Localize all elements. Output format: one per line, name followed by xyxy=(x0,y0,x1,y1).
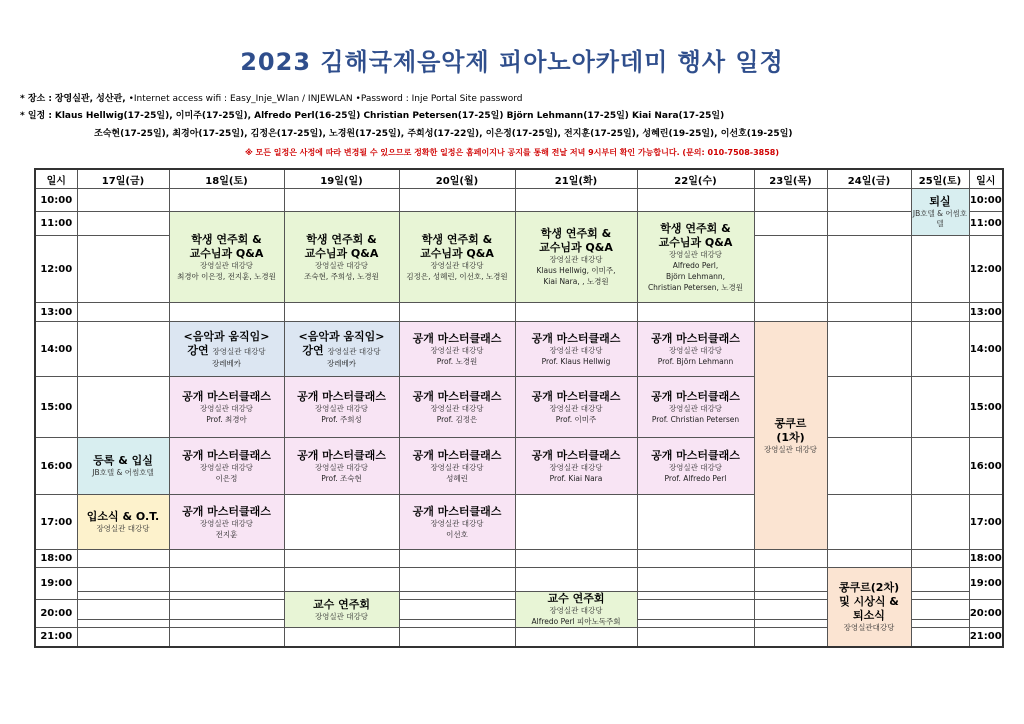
event-title: (1차) xyxy=(776,430,805,444)
event-title: 교수님과 Q&A xyxy=(539,241,613,254)
event-people: Prof. 조숙현 xyxy=(321,473,362,483)
time-cell: 12:00 xyxy=(969,236,1003,303)
header-cell: 19일(일) xyxy=(284,169,399,189)
wifi-info: •Internet access wifi : Easy_Inje_Wlan / INJEWLAN •Password : Inje Portal Site password xyxy=(128,94,523,104)
event-qa-21 xyxy=(515,212,637,303)
event-masterclass-20-15 xyxy=(399,377,515,438)
event-venue: 장영실관 대강당 xyxy=(668,345,723,355)
event-venue: 장영실관대강당 xyxy=(843,622,895,632)
event-people: 이선호 xyxy=(446,529,468,539)
event-title: 공개 마스터클래스 xyxy=(651,389,740,403)
faculty-list-1: Klaus Hellwig(17-25일), 이미주(17-25일), Alfredo Perl(16-25일) Christian Petersen(17-25일) Björn Lehmann(17-25일) Kiai Nara(17-25일) xyxy=(54,111,725,121)
row-11 xyxy=(35,212,1003,236)
event-venue: 장영실관 대강당 xyxy=(314,611,369,621)
time-cell: 19:00 xyxy=(35,568,77,600)
header-cell: 22일(수) xyxy=(637,169,754,189)
event-masterclass-18-15 xyxy=(169,377,284,438)
time-cell: 17:00 xyxy=(35,495,77,550)
event-title: 공개 마스터클래스 xyxy=(651,448,740,462)
event-title: 공개 마스터클래스 xyxy=(297,389,386,403)
header-cell: 24일(금) xyxy=(827,169,911,189)
time-cell: 12:00 xyxy=(35,236,77,303)
row-16 xyxy=(35,438,1003,495)
time-cell: 14:00 xyxy=(35,322,77,377)
row-15 xyxy=(35,377,1003,438)
event-lecture-19 xyxy=(284,322,399,377)
event-concert-2 xyxy=(827,568,911,647)
event-concert-1 xyxy=(754,322,827,550)
row-17 xyxy=(35,495,1003,550)
event-venue: 장영실관 대강당 xyxy=(327,346,381,356)
event-title: 공개 마스터클래스 xyxy=(182,504,271,518)
event-people: Alfredo Perl, xyxy=(672,260,719,270)
event-masterclass-22-15 xyxy=(637,377,754,438)
event-venue: JB호텔 & 어썸호텔 xyxy=(912,209,968,228)
event-people: Björn Lehmann, xyxy=(665,271,726,281)
event-title: 공개 마스터클래스 xyxy=(182,389,271,403)
time-cell: 19:00 xyxy=(969,568,1003,600)
event-title: 퇴소식 xyxy=(853,608,885,622)
event-people: 전지훈 xyxy=(215,529,238,539)
event-masterclass-18-16 xyxy=(169,438,284,495)
event-title: 및 시상식 & xyxy=(839,594,899,608)
event-venue: 장영실관 대강당 xyxy=(430,260,484,270)
event-title: 공개 마스터클래스 xyxy=(651,331,740,345)
event-people: Prof. Klaus Hellwig xyxy=(541,356,611,366)
event-title: 공개 마스터클래스 xyxy=(531,389,621,403)
event-title: 입소식 & O.T. xyxy=(86,510,160,523)
event-venue: 장영실관 대강당 xyxy=(549,606,603,615)
event-registration xyxy=(77,438,169,495)
event-people: Prof. Kiai Nara xyxy=(549,473,603,483)
time-cell: 16:00 xyxy=(35,438,77,495)
event-venue: 장영실관 대강당 xyxy=(430,462,484,472)
schedule-line-1 xyxy=(20,110,724,122)
event-people: 장레베카 xyxy=(212,358,241,368)
event-title: 공개 마스터클래스 xyxy=(412,331,502,345)
event-people: Prof. 김정은 xyxy=(436,414,478,424)
time-cell: 20:00 xyxy=(35,600,77,628)
event-venue: 장영실관 대강당 xyxy=(314,403,369,413)
schedule-line-2 xyxy=(94,128,793,140)
time-cell: 10:00 xyxy=(35,189,77,212)
event-venue: 장영실관 대강당 xyxy=(430,518,484,528)
event-title: <음악과 움직임> xyxy=(298,329,385,343)
event-venue: JB호텔 & 어썸호텔 xyxy=(92,468,154,477)
event-venue: 장영실관 대강당 xyxy=(668,403,723,413)
event-title: 학생 연주회 & xyxy=(660,221,731,235)
time-cell: 13:00 xyxy=(35,303,77,322)
event-title: 학생 연주회 & xyxy=(421,232,493,246)
event-title: 공개 마스터클래스 xyxy=(412,389,502,403)
event-venue: 장영실관 대강당 xyxy=(549,403,603,413)
time-cell: 17:00 xyxy=(969,495,1003,550)
header-cell: 21일(화) xyxy=(515,169,637,189)
time-cell: 21:00 xyxy=(35,628,77,647)
time-cell: 20:00 xyxy=(969,600,1003,628)
time-cell: 18:00 xyxy=(35,550,77,568)
time-cell: 21:00 xyxy=(969,628,1003,647)
event-title: 학생 연주회 & xyxy=(306,232,377,246)
event-title: 학생 연주회 & xyxy=(540,227,612,240)
event-title: 교수님과 Q&A xyxy=(304,246,379,260)
event-people: 장레베카 xyxy=(327,358,356,368)
header-cell: 일시 xyxy=(969,169,1003,189)
event-venue: 장영실관 대강당 xyxy=(314,260,369,270)
event-venue: 장영실관 대강당 xyxy=(199,518,254,528)
event-title: 콩쿠르(2차) xyxy=(838,580,900,594)
event-qa-22 xyxy=(637,212,754,303)
event-venue: 장영실관 대강당 xyxy=(668,249,723,259)
event-masterclass-18-17 xyxy=(169,495,284,550)
event-people: 최경아 이은정, 전지훈, 노경원 xyxy=(177,271,276,281)
time-cell: 13:00 xyxy=(969,303,1003,322)
event-title: 퇴실 xyxy=(929,195,951,208)
event-people: Prof. 이미주 xyxy=(555,414,597,424)
event-people: Alfredo Perl 피아노독주회 xyxy=(531,617,621,626)
header-cell: 20일(월) xyxy=(399,169,515,189)
place-value: 장영실관, 성산관, xyxy=(54,94,126,104)
event-title: 강연 xyxy=(187,343,209,357)
event-people: Christian Petersen, 노경원 xyxy=(647,282,744,292)
event-faculty-concert-21 xyxy=(515,592,637,628)
event-people: Kiai Nara, , 노경원 xyxy=(543,277,609,286)
row-19 xyxy=(35,568,1003,592)
event-people: Prof. 최경아 xyxy=(206,414,247,424)
event-venue: 장영실관 대강당 xyxy=(199,462,254,472)
row-10 xyxy=(35,189,1003,212)
event-qa-20 xyxy=(399,212,515,303)
event-venue: 장영실관 대강당 xyxy=(430,345,484,355)
event-masterclass-19-15 xyxy=(284,377,399,438)
event-venue: 장영실관 대강당 xyxy=(549,255,603,264)
event-checkout xyxy=(911,189,969,236)
event-people: Prof. 노경원 xyxy=(436,356,478,366)
time-cell: 14:00 xyxy=(969,322,1003,377)
header-cell: 23일(목) xyxy=(754,169,827,189)
event-masterclass-22-16 xyxy=(637,438,754,495)
event-title: 공개 마스터클래스 xyxy=(531,448,621,462)
event-title: 공개 마스터클래스 xyxy=(531,331,621,345)
event-masterclass-21-15 xyxy=(515,377,637,438)
header-cell: 25일(토) xyxy=(911,169,969,189)
event-venue: 장영실관 대강당 xyxy=(668,462,723,472)
event-masterclass-19-16 xyxy=(284,438,399,495)
page-title: 2023 김해국제음악제 피아노아카데미 행사 일정 xyxy=(240,48,784,76)
event-faculty-concert-19 xyxy=(284,592,399,628)
event-qa-18 xyxy=(169,212,284,303)
event-venue: 장영실관 대강당 xyxy=(96,524,150,533)
time-cell: 11:00 xyxy=(35,212,77,236)
event-title: 공개 마스터클래스 xyxy=(182,448,271,462)
event-masterclass-20-14 xyxy=(399,322,515,377)
event-masterclass-21-16 xyxy=(515,438,637,495)
event-venue: 장영실관 대강당 xyxy=(430,403,484,413)
time-cell: 11:00 xyxy=(969,212,1003,236)
header-row xyxy=(35,169,1003,189)
event-title: 학생 연주회 & xyxy=(191,232,262,246)
event-title: 공개 마스터클래스 xyxy=(297,448,386,462)
event-title: 교수님과 Q&A xyxy=(420,246,494,260)
event-masterclass-21-14 xyxy=(515,322,637,377)
row-13 xyxy=(35,303,1003,322)
event-venue: 장영실관 대강당 xyxy=(199,260,254,270)
place-label: * 장소 : xyxy=(20,94,52,104)
time-cell: 10:00 xyxy=(969,189,1003,212)
event-masterclass-20-17 xyxy=(399,495,515,550)
event-venue: 장영실관 대강당 xyxy=(763,444,818,454)
event-people: 이은정 xyxy=(215,473,238,483)
event-title: <음악과 움직임> xyxy=(183,329,270,343)
time-cell: 18:00 xyxy=(969,550,1003,568)
event-orientation xyxy=(77,495,169,550)
event-title: 교수 연주회 xyxy=(547,592,605,605)
event-people: Prof. Alfredo Perl xyxy=(664,473,727,483)
event-title: 공개 마스터클래스 xyxy=(412,504,502,518)
event-lecture-18 xyxy=(169,322,284,377)
event-title: 강연 xyxy=(302,343,324,357)
schedule-table xyxy=(34,168,1004,648)
event-title: 교수님과 Q&A xyxy=(658,235,733,249)
event-people: 성혜린 xyxy=(446,473,468,483)
event-qa-19 xyxy=(284,212,399,303)
time-cell: 15:00 xyxy=(35,377,77,438)
event-title: 교수님과 Q&A xyxy=(189,246,264,260)
event-title: 콩쿠르 xyxy=(774,416,807,430)
header-cell: 17일(금) xyxy=(77,169,169,189)
event-venue: 장영실관 대강당 xyxy=(314,462,369,472)
notice: ※ 모든 일정은 사정에 따라 변경될 수 있으므로 정확한 일정은 홈페이지나 공지를 통해 전날 저녁 9시부터 확인 가능합니다. (문의: 010-7508-3858) xyxy=(244,148,780,157)
time-cell: 15:00 xyxy=(969,377,1003,438)
header-cell: 일시 xyxy=(35,169,77,189)
event-venue: 장영실관 대강당 xyxy=(199,403,254,413)
header-cell: 18일(토) xyxy=(169,169,284,189)
row-14 xyxy=(35,322,1003,377)
place-line xyxy=(20,93,522,105)
event-people: 김정은, 성혜린, 이선호, 노경원 xyxy=(406,271,508,281)
event-people: 조숙현, 주희성, 노경원 xyxy=(304,271,379,281)
time-cell: 16:00 xyxy=(969,438,1003,495)
event-masterclass-22-14 xyxy=(637,322,754,377)
event-venue: 장영실관 대강당 xyxy=(549,345,603,355)
event-title: 공개 마스터클래스 xyxy=(412,448,502,462)
row-18 xyxy=(35,550,1003,568)
event-venue: 장영실관 대강당 xyxy=(549,462,603,472)
event-people: Prof. Christian Petersen xyxy=(651,414,740,424)
event-masterclass-20-16 xyxy=(399,438,515,495)
event-people: Prof. Björn Lehmann xyxy=(657,356,734,366)
event-people: Prof. 주희성 xyxy=(321,414,362,424)
event-people: Klaus Hellwig, 이미주, xyxy=(536,266,616,275)
event-title: 등록 & 입실 xyxy=(93,454,153,467)
schedule-label: * 일정 : xyxy=(20,111,52,121)
faculty-list-2: 조숙현(17-25일), 최경아(17-25일), 김정은(17-25일), 노경원(17-25일), 주희성(17-22일), 이은정(17-25일), 전지훈(17-25일), 성혜린(19-25일), 이선호(19-25일) xyxy=(94,129,793,139)
event-title: 교수 연주회 xyxy=(313,597,370,611)
event-venue: 장영실관 대강당 xyxy=(212,346,266,356)
